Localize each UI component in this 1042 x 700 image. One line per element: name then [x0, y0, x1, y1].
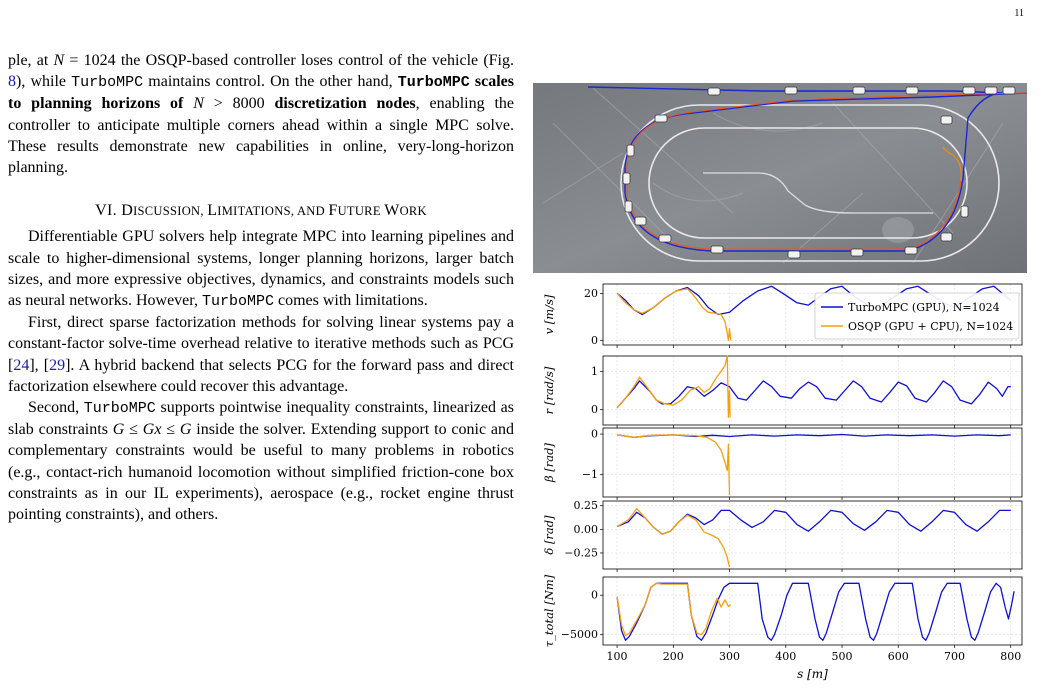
page-number: 11: [1014, 8, 1024, 19]
citation-link[interactable]: 24: [13, 356, 30, 374]
x-tick-label: 300: [719, 650, 741, 663]
paragraph-limitation-second: Second, TurboMPC supports pointwise inequality constraints, linearized as slab constraints G ≤ Gx ≤ G inside the solver. Extending support to conic and complementary constraints would be useful to many problems in robotics (e.g., contact-rich humanoid locomotion without simplified friction-cone box constraints as in our IL experiments), aerospace (e.g., rocket engine thrust pointing constraints), and others.: [8, 399, 515, 524]
y-tick-label: 0.25: [573, 499, 598, 513]
plot-panel-4: [542, 574, 1022, 648]
x-tick-label: 400: [775, 650, 797, 663]
y-tick-label: −5000: [560, 628, 598, 642]
paragraph-discussion: Differentiable GPU solvers help integrate MPC into learning pipelines and scale to higher-dimensional systems, longer planning horizons, larger batch sizes, and more expressive objectives, dynamics, and constraints models such as neural networks. However, TurboMPC comes with limitations.: [8, 228, 514, 311]
y-tick-label: −0.25: [564, 546, 598, 560]
y-tick-label: 0: [591, 333, 598, 347]
y-tick-label: −1: [581, 468, 598, 482]
track-overhead-photo: [533, 83, 1027, 273]
series-line-turbompc: [617, 510, 1011, 534]
y-axis-label: r [rad/s]: [542, 366, 556, 415]
y-tick-label: 0.00: [573, 522, 598, 536]
x-tick-label: 200: [662, 650, 684, 663]
x-tick-label: 700: [944, 650, 966, 663]
y-tick-label: 0: [591, 403, 598, 417]
slab-constraint-math: G ≤ Gx ≤ G: [112, 421, 192, 439]
plot-frame: [603, 501, 1022, 569]
y-axis-label: v [m/s]: [542, 294, 556, 335]
plot-frame: [603, 356, 1022, 425]
paragraph-results: ple, at N = 1024 the OSQP-based controller loses control of the vehicle (Fig. 8), while TurboMPC maintains control. On the other hand, TurboMPC scales to planning horizons of N > 8000 discretization nodes, enabling the controller to anticipate multiple corners ahead within a single MPC solve. These results demonstrate new capabilities in online, very-long-horizon planning.: [8, 52, 515, 177]
body-text-column: [8, 50, 514, 525]
y-axis-label: β [rad]: [542, 443, 556, 482]
legend-entry: OSQP (GPU + CPU), N=1024: [848, 320, 1014, 333]
y-tick-label: 1: [591, 364, 598, 378]
citation-link[interactable]: 29: [49, 356, 66, 374]
y-axis-label: τ_total [Nm]: [542, 574, 556, 648]
x-tick-label: 600: [887, 650, 909, 663]
plot-panel-1: [542, 356, 1022, 428]
series-line-osqp: [617, 289, 731, 341]
section-heading: VI. DISCUSSION, LIMITATIONS, AND FUTURE WORK: [95, 202, 427, 220]
legend: [815, 293, 1019, 339]
x-tick-label: 800: [1000, 650, 1022, 663]
series-line-turbompc: [617, 583, 1014, 640]
x-tick-label: 100: [606, 650, 628, 663]
x-axis-label: s [m]: [797, 667, 828, 681]
x-tick-label: 500: [831, 650, 853, 663]
y-tick-label: 0: [591, 427, 598, 441]
y-tick-label: 0: [591, 588, 598, 602]
figure-link[interactable]: 8: [8, 73, 16, 91]
plot-panel-3: [542, 499, 1022, 572]
y-tick-label: 20: [584, 286, 598, 300]
plot-panel-2: [542, 428, 1022, 500]
legend-entry: TurboMPC (GPU), N=1024: [848, 301, 1000, 314]
trajectory-state-plots: [533, 280, 1027, 696]
y-axis-label: δ [rad]: [542, 515, 556, 555]
paragraph-limitation-first: First, direct sparse factorization methods for solving linear systems pay a constant-factor solve-time overhead relative to iterative methods such as PCG [24], [29]. A hybrid backend that selects PCG for the forward pass and direct factorization elsewhere could recover this advantage.: [8, 314, 514, 395]
plot-frame: [603, 428, 1022, 497]
